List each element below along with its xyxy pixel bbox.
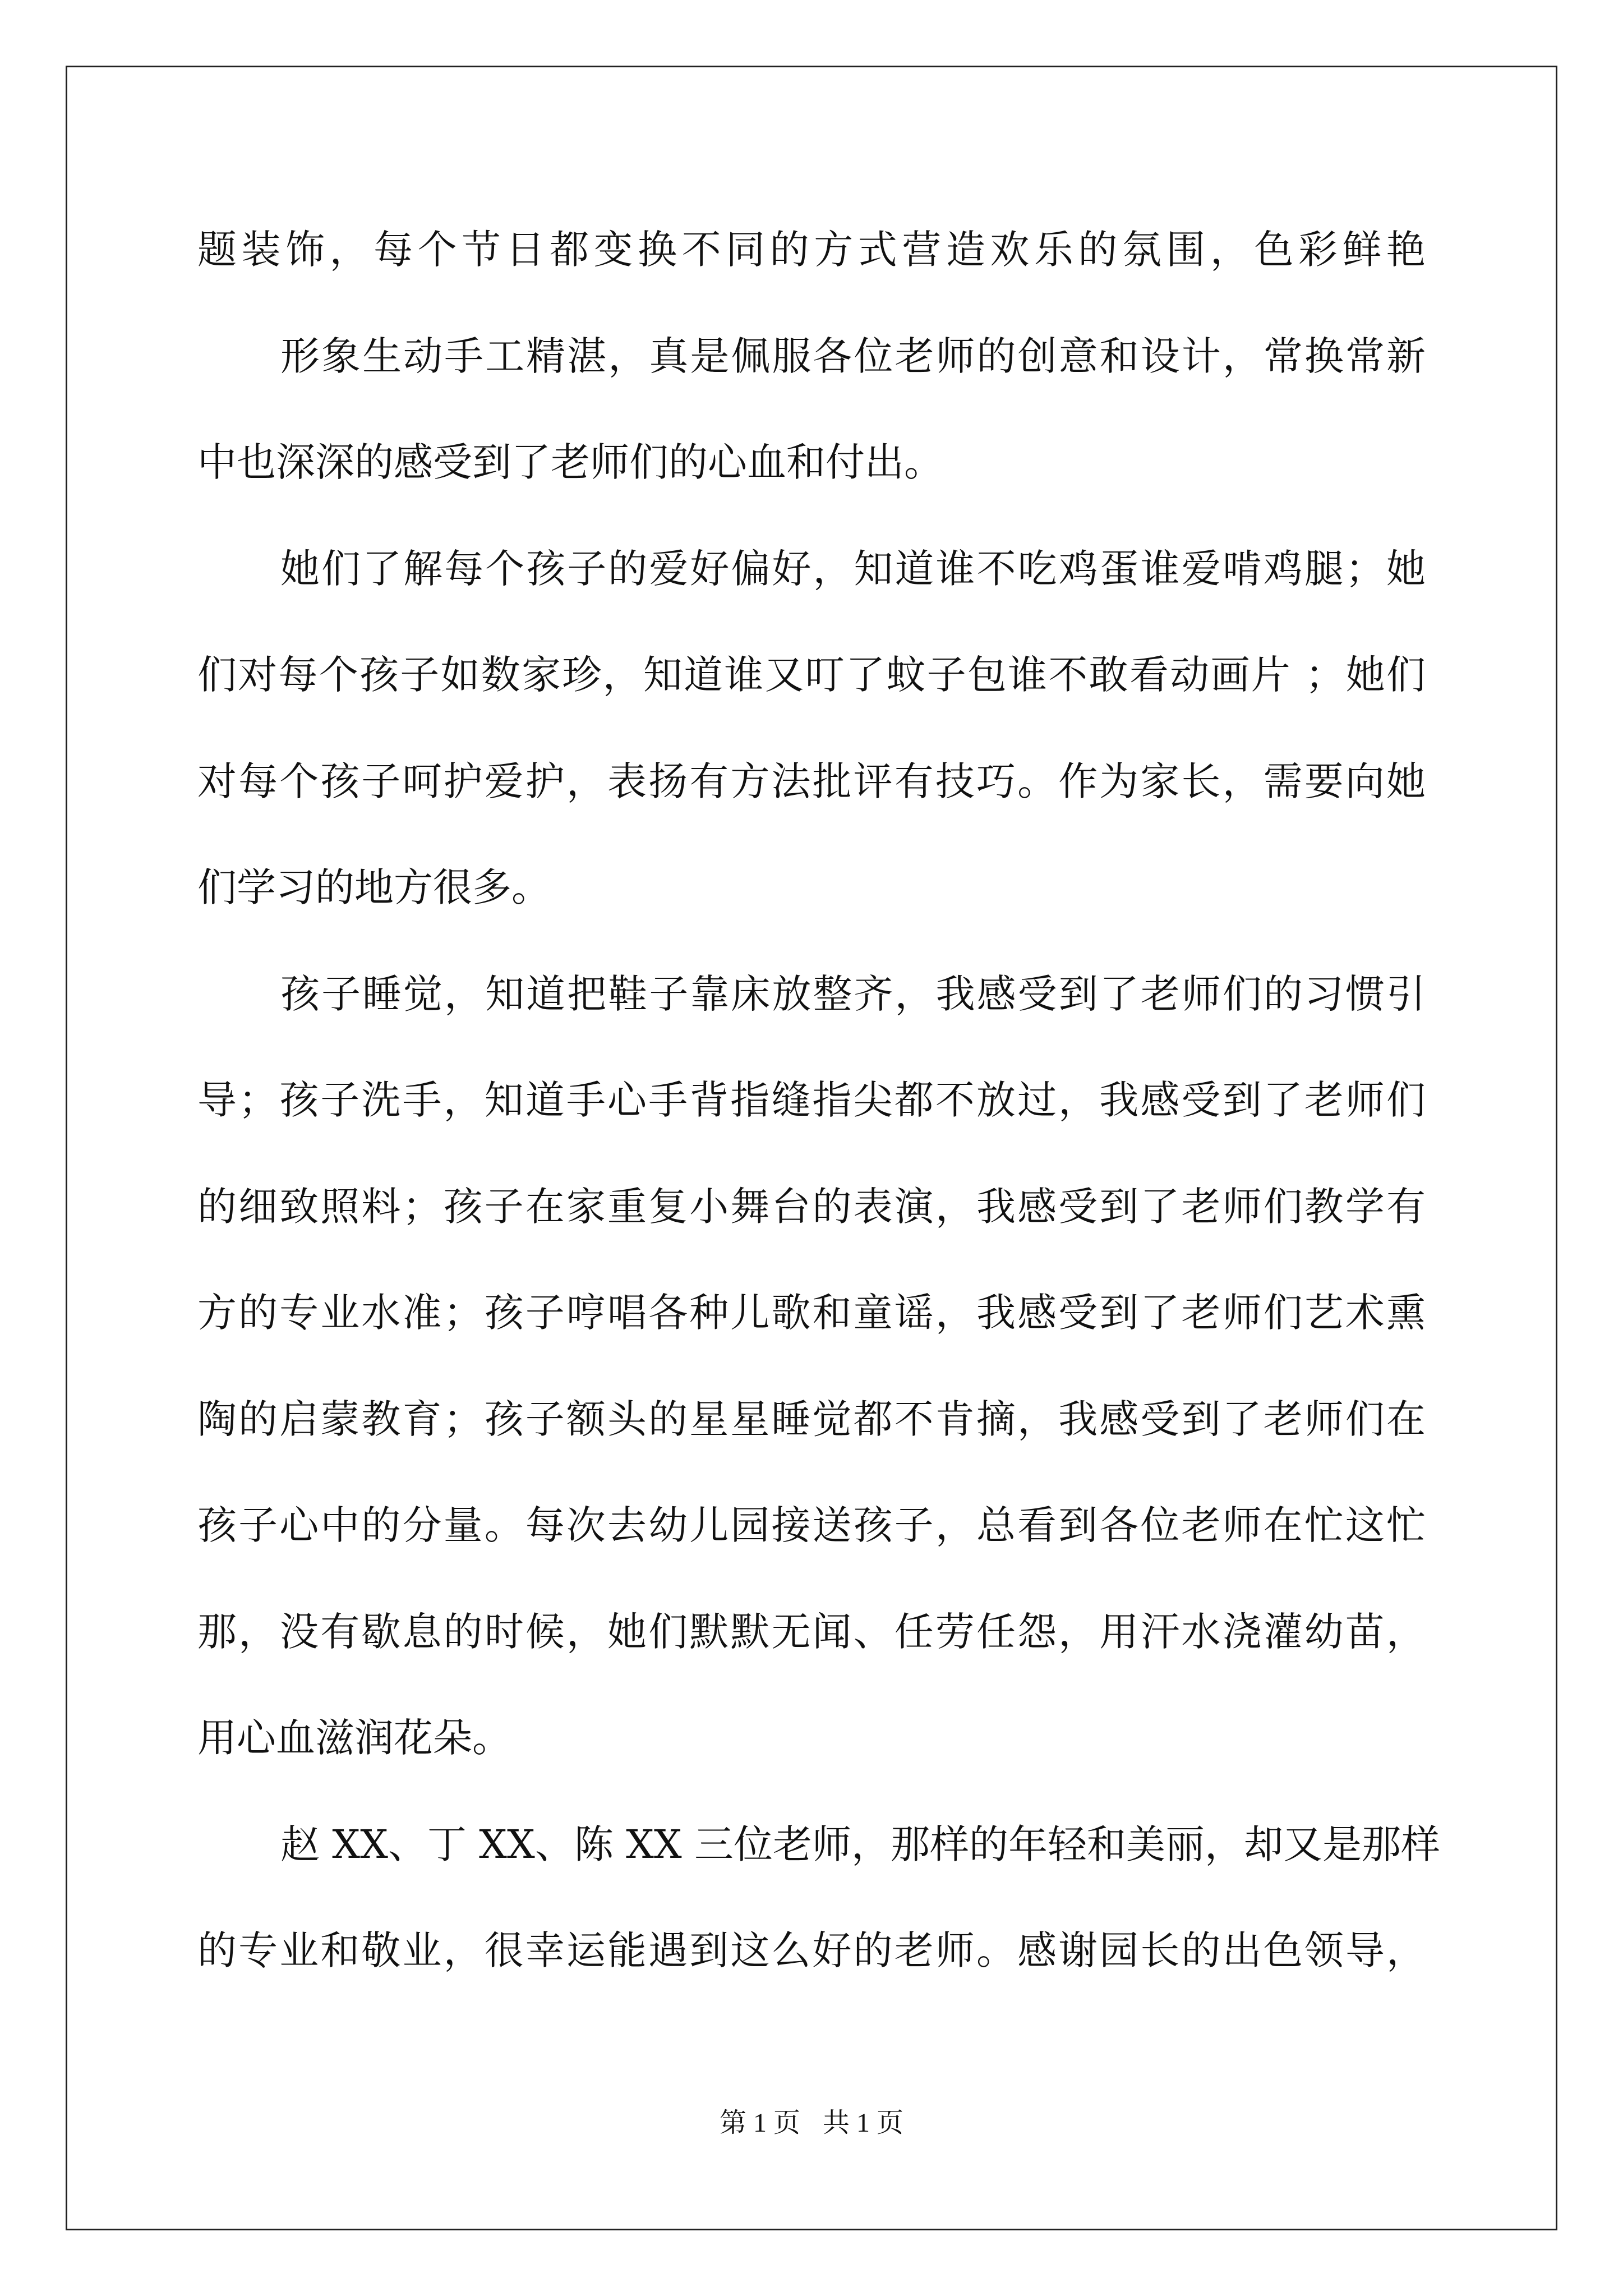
text-line: 用心血滋润花朵。: [197, 1715, 511, 1761]
page-number-total: 共 1 页: [823, 2108, 904, 2138]
text-line: 的细致照料；孩子在家重复小舞台的表演，我感受到了老师们教学有: [197, 1183, 1426, 1230]
document-body: [197, 208, 1441, 2015]
page-number-current: 第 1 页: [719, 2108, 800, 2138]
paragraph-start-line: 赵 XX、丁 XX、陈 XX 三位老师，那样的年轻和美丽，却又是那样: [280, 1821, 1441, 1867]
text-line: 中也深深的感受到了老师们的心血和付出。: [197, 439, 943, 485]
text-line: 导；孩子洗手，知道手心手背指缝指尖都不放过，我感受到了老师们: [197, 1077, 1426, 1123]
page-footer: [0, 2101, 1623, 2139]
text-line: 们对每个孩子如数家珍，知道谁又叮了蚊子包谁不敢看动画片 ；她们: [197, 652, 1426, 698]
text-line: 方的专业水准；孩子哼唱各种儿歌和童谣，我感受到了老师们艺术熏: [197, 1290, 1426, 1336]
text-line: 那，没有歇息的时候，她们默默无闻、任劳任怨，用汗水浇灌幼苗，: [197, 1608, 1426, 1655]
paragraph-start-line: 孩子睡觉，知道把鞋子靠床放整齐，我感受到了老师们的习惯引: [280, 970, 1426, 1017]
text-line: 题装饰，每个节日都变换不同的方式营造欢乐的氛围，色彩鲜艳: [197, 227, 1426, 273]
paragraph-start-line: 她们了解每个孩子的爱好偏好，知道谁不吃鸡蛋谁爱啃鸡腿；她: [280, 545, 1426, 592]
text-line: 对每个孩子呵护爱护，表扬有方法批评有技巧。作为家长，需要向她: [197, 758, 1426, 804]
text-line: 孩子心中的分量。每次去幼儿园接送孩子，总看到各位老师在忙这忙: [197, 1502, 1426, 1548]
paragraph-start-line: 形象生动手工精湛，真是佩服各位老师的创意和设计，常换常新: [280, 333, 1426, 379]
text-line: 陶的启蒙教育；孩子额头的星星睡觉都不肯摘，我感受到了老师们在: [197, 1396, 1426, 1442]
text-line: 的专业和敬业，很幸运能遇到这么好的老师。感谢园长的出色领导，: [197, 1927, 1426, 1973]
text-line: 们学习的地方很多。: [197, 864, 551, 910]
